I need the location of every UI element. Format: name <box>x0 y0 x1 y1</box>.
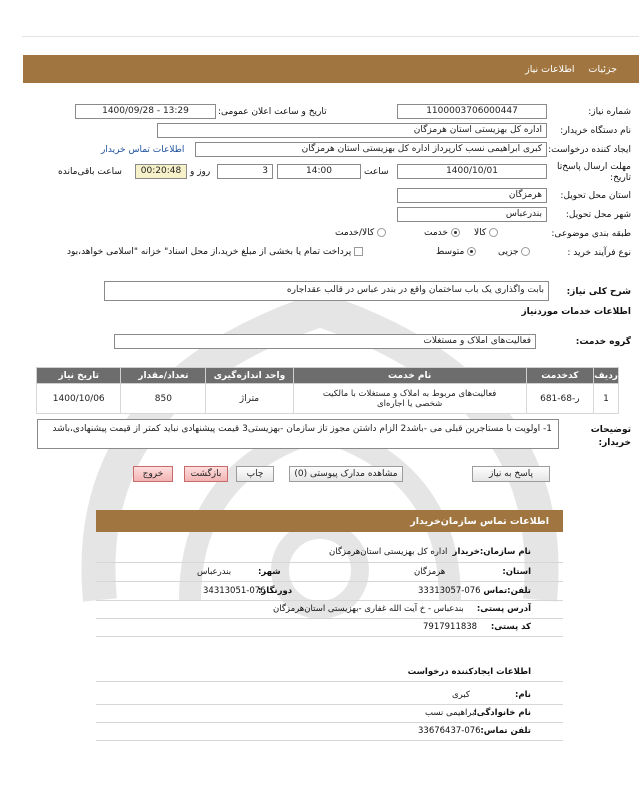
category-service-radio[interactable] <box>451 228 460 237</box>
col-code: کدخدمت <box>526 368 593 384</box>
cell-date: 1400/10/06 <box>37 384 121 414</box>
creator-label: ایجاد کننده درخواست: <box>548 145 631 155</box>
table-header-row <box>37 368 619 384</box>
deadline-time-field: 14:00 <box>277 164 361 179</box>
contact-province-value: هرمزگان <box>414 567 446 577</box>
announce-date-label: تاریخ و ساعت اعلان عمومی: <box>218 107 327 117</box>
province-field: هرمزگان <box>397 188 547 203</box>
creator-phone-label: تلفن تماس: <box>480 726 531 736</box>
contact-org-label: نام سازمان:خریدار <box>452 547 531 557</box>
col-index: ردیف <box>594 368 619 384</box>
creator-divider-3 <box>96 722 563 723</box>
services-section-title: اطلاعات خدمات موردنیاز <box>521 307 631 317</box>
buyer-contact-link[interactable]: اطلاعات تماس خریدار <box>101 145 185 155</box>
remaining-label: ساعت باقی‌مانده <box>58 167 122 177</box>
cell-unit: متراژ <box>206 384 293 414</box>
device-field: اداره کل بهزیستی استان هرمزگان <box>157 123 547 138</box>
creator-divider-1 <box>96 681 563 682</box>
summary-label: شرح کلی نیاز: <box>566 287 631 297</box>
deadline-date-field: 1400/10/01 <box>397 164 547 179</box>
contact-divider-2 <box>96 581 563 582</box>
print-button[interactable]: چاپ <box>236 466 274 482</box>
city-field: بندرعباس <box>397 207 547 222</box>
exit-button[interactable]: خروج <box>133 466 173 482</box>
table-row <box>37 384 619 414</box>
purchase-type-label: نوع فرآیند خرید : <box>567 248 631 258</box>
contact-city-label: شهر: <box>258 567 281 577</box>
col-qty: تعداد/مقدار <box>121 368 206 384</box>
contact-address-label: آدرس پستی: <box>476 604 531 614</box>
contact-fax-value: 34313051-076 <box>203 586 266 596</box>
top-divider <box>22 36 639 37</box>
service-group-label: گروه خدمت: <box>575 337 631 347</box>
contact-city-value: بندرعباس <box>197 567 232 577</box>
payment-checkbox[interactable] <box>354 247 363 256</box>
creator-family-value: ابراهیمی نسب <box>425 708 477 718</box>
contact-section-title: اطلاعات تماس سازمان‌خریدار <box>96 510 563 532</box>
contact-postal-label: کد پستی: <box>490 622 531 632</box>
need-number-field: 1100003706000447 <box>397 104 547 119</box>
device-label: نام دستگاه خریدار: <box>560 126 631 136</box>
category-label: طبقه بندی موضوعی: <box>551 229 631 239</box>
category-goods-radio[interactable] <box>489 228 498 237</box>
creator-divider-2 <box>96 704 563 705</box>
creator-family-label: نام خانوادگی: <box>473 708 531 718</box>
cell-index: 1 <box>594 384 619 414</box>
contact-postal-value: 7917911838 <box>423 622 478 632</box>
category-option-service[interactable]: خدمت <box>424 228 460 238</box>
days-field: 3 <box>217 164 273 179</box>
contact-divider-3 <box>96 600 563 601</box>
purchase-minor-radio[interactable] <box>521 247 530 256</box>
creator-name-value: کبری <box>452 690 470 700</box>
category-both-radio[interactable] <box>377 228 386 237</box>
contact-org-value: اداره کل بهزیستی استان‌هرمزگان <box>329 547 448 557</box>
contact-divider-4 <box>96 618 563 619</box>
purchase-option-medium[interactable]: متوسط <box>436 247 476 257</box>
contact-fax-label: دورنگار: <box>258 586 293 596</box>
summary-field: بابت واگذاری یک باب ساختمان واقع در بندر عباس در قالب عقداجاره <box>104 281 549 301</box>
col-date: تاریخ نیاز <box>37 368 121 384</box>
contact-address-value: بندعباس - خ آیت الله غفاری -بهزیستی استان‌هرمزگان <box>273 604 464 614</box>
need-number-label: شماره نیاز: <box>588 107 631 117</box>
creator-phone-value: 33676437-076 <box>418 726 481 736</box>
deadline-label-1: مهلت ارسال پاسخ‌تا <box>556 162 631 172</box>
category-option-goods[interactable]: کالا <box>474 228 498 238</box>
cell-name: فعالیت‌های مربوط به املاک و مستغلات با مالکیت شخصی یا اجاره‌ای <box>293 384 526 414</box>
purchase-option-minor[interactable]: جزیی <box>498 247 530 257</box>
contact-phone-label: تلفن:تماس <box>483 586 531 596</box>
back-button[interactable]: بازگشت <box>184 466 228 482</box>
days-label: روز و <box>190 167 211 177</box>
buyer-notes-field: 1- اولویت با مستاجرین قبلی می -باشد2 الزام داشتن مجوز تاز سازمان -بهزیستی3 قیمت پیشنهادی نباید کمتر از قیمت پیشنهادی،باشد <box>37 419 559 449</box>
col-unit: واحد اندازه‌گیری <box>206 368 293 384</box>
creator-field: کبری ابراهیمی نسب کارپرداز اداره کل بهزیستی استان هرمزگان <box>195 142 547 157</box>
announce-date-field: 1400/09/28 - 13:29 <box>75 104 216 119</box>
deadline-time-label: ساعت <box>364 167 389 177</box>
tab-details[interactable]: جزئیات <box>588 63 617 75</box>
creator-name-label: نام: <box>514 690 531 700</box>
buyer-notes-label: توضیحات خریدار: <box>590 425 631 448</box>
city-label: شهر محل تحویل: <box>565 210 631 220</box>
attachments-button[interactable]: مشاهده مدارک پیوستی (0) <box>289 466 403 482</box>
remaining-time-field: 00:20:48 <box>135 164 187 179</box>
creator-divider-4 <box>96 740 563 741</box>
category-option-both[interactable]: کالا/خدمت <box>335 228 386 238</box>
deadline-label-2: تاریخ: <box>610 173 631 183</box>
service-group-field: فعالیت‌های املاک و مستغلات <box>114 334 536 349</box>
province-label: استان محل تحویل: <box>560 191 631 201</box>
cell-qty: 850 <box>121 384 206 414</box>
items-table <box>36 367 619 414</box>
reply-button[interactable]: پاسخ به نیاز <box>472 466 550 482</box>
col-name: نام خدمت <box>293 368 526 384</box>
header-bar <box>23 55 639 83</box>
contact-phone-value: 33313057-076 <box>418 586 481 596</box>
tab-need-info[interactable]: اطلاعات نیاز <box>525 63 575 75</box>
contact-divider-5 <box>96 636 563 637</box>
cell-code: ر-68-681 <box>526 384 593 414</box>
purchase-medium-radio[interactable] <box>467 247 476 256</box>
contact-province-label: استان: <box>502 567 531 577</box>
creator-section-title: اطلاعات ایجادکننده درخواست <box>407 667 531 677</box>
payment-note[interactable]: پرداخت تمام یا بخشی از مبلغ خرید،از محل اسناد" خزانه "اسلامی خواهد،بود <box>67 247 363 257</box>
contact-divider-1 <box>96 562 563 563</box>
